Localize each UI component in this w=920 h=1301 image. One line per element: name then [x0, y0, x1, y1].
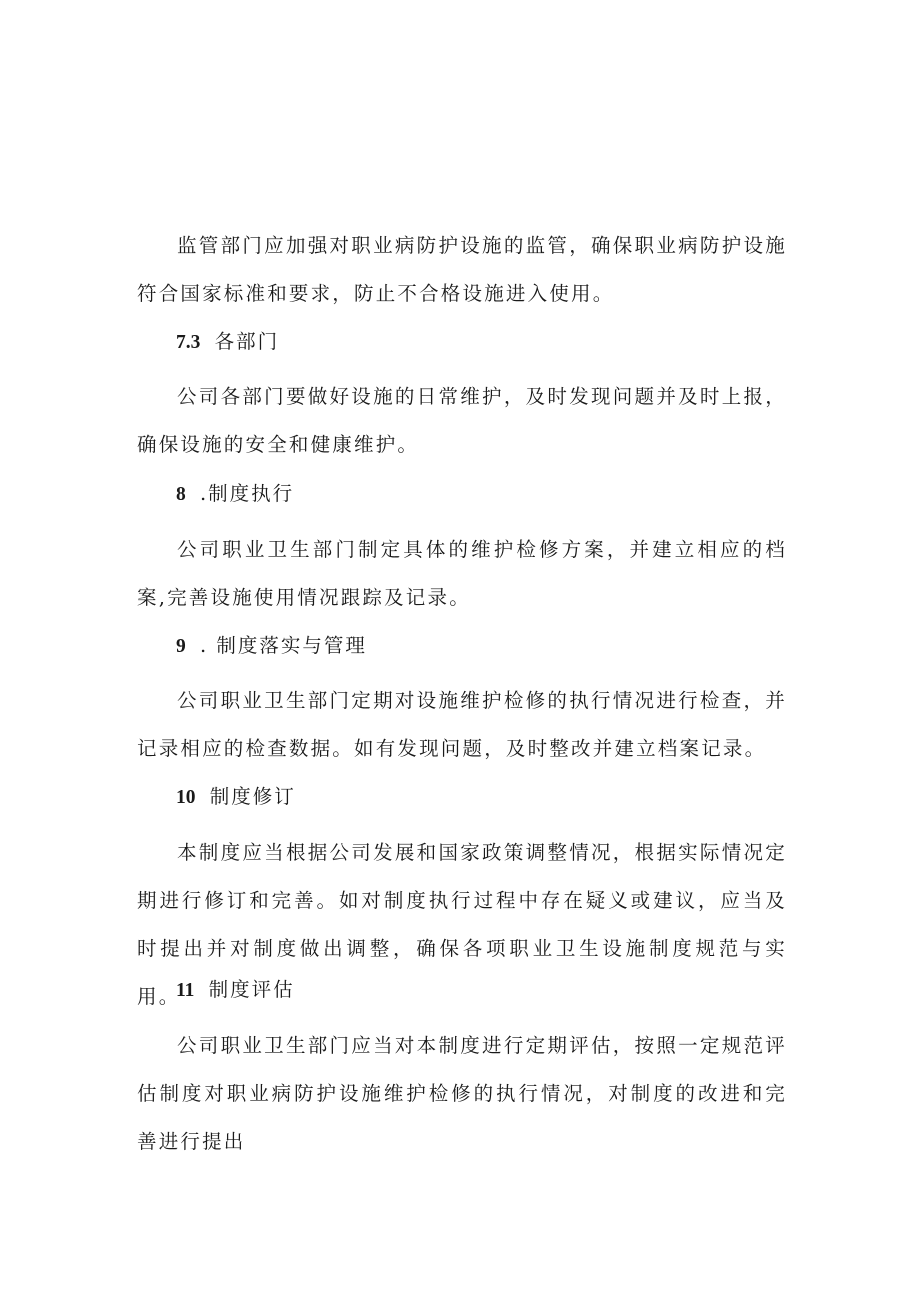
section-heading-10	[176, 783, 296, 812]
paragraph-implementation: 公司职业卫生部门定期对设施维护检修的执行情况进行检查，并记录相应的检查数据。如有发现问题，及时整改并建立档案记录。	[137, 689, 787, 760]
section-title: . 制度落实与管理	[199, 634, 367, 657]
section-number: 8	[176, 484, 186, 505]
section-number: 7.3	[176, 332, 201, 353]
paragraph-evaluation: 公司职业卫生部门应当对本制度进行定期评估，按照一定规范评估制度对职业病防护设施维护检修的执行情况，对制度的改进和完善进行提出	[137, 1034, 787, 1153]
section-title: 制度修订	[209, 785, 296, 808]
paragraph-supervision: 监管部门应加强对职业病防护设施的监管，确保职业病防护设施符合国家标准和要求，防止不合格设施进入使用。	[137, 234, 787, 305]
section-heading-7-3	[176, 328, 279, 357]
paragraph-execution: 公司职业卫生部门制定具体的维护检修方案，并建立相应的档案,完善设施使用情况跟踪及记录。	[137, 538, 787, 609]
section-heading-9	[176, 632, 367, 661]
section-number: 11	[176, 980, 195, 1001]
section-heading-8	[176, 480, 294, 509]
section-number: 10	[176, 787, 196, 808]
section-heading-11	[176, 976, 295, 1005]
section-title: 各部门	[214, 330, 280, 353]
paragraph-revision: 本制度应当根据公司发展和国家政策调整情况，根据实际情况定期进行修订和完善。如对制度执行过程中存在疑义或建议，应当及时提出并对制度做出调整，确保各项职业卫生设施制度规范与实用。	[137, 841, 787, 1008]
section-title: 制度评估	[208, 978, 295, 1001]
section-number: 9	[176, 636, 186, 657]
paragraph-departments: 公司各部门要做好设施的日常维护，及时发现问题并及时上报，确保设施的安全和健康维护。	[137, 385, 787, 456]
section-title: .制度执行	[199, 482, 295, 505]
